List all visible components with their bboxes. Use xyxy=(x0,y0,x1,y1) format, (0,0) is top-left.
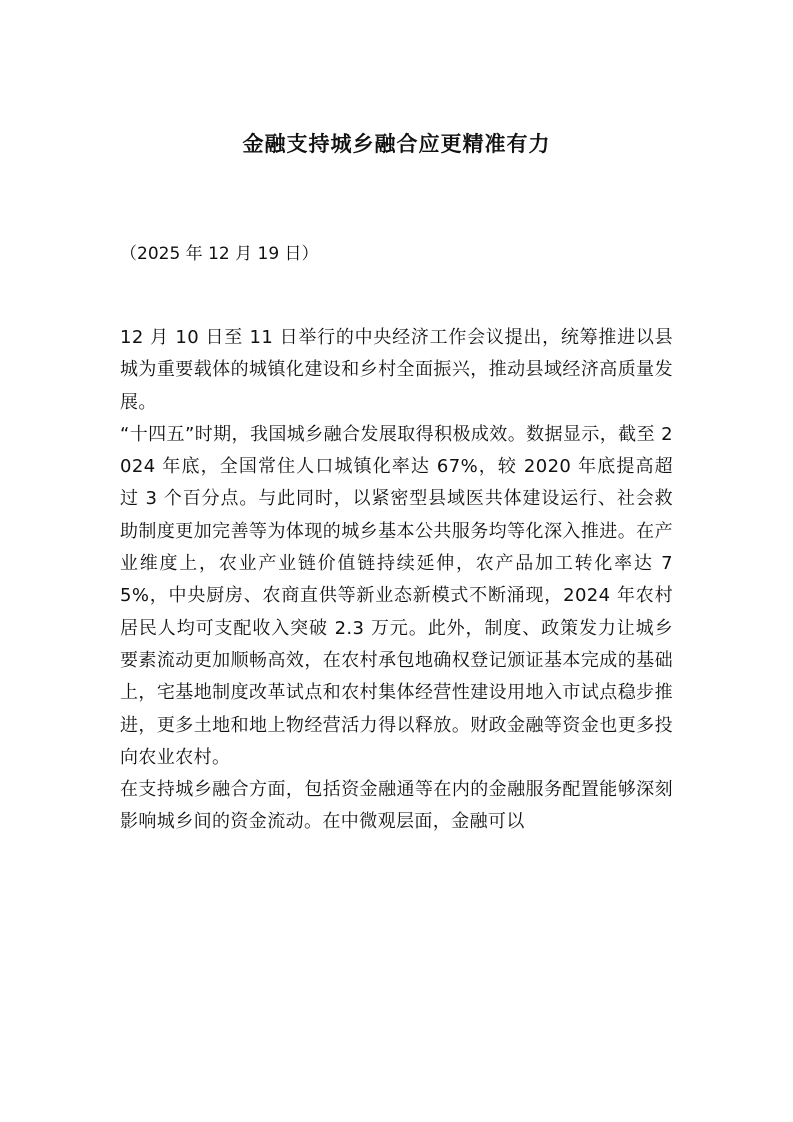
paragraph: 12 月 10 日至 11 日举行的中央经济工作会议提出，统筹推进以县城为重要载体的城镇化建设和乡村全面振兴，推动县域经济高质量发展。 xyxy=(120,327,673,413)
paragraph: “十四五”时期，我国城乡融合发展取得积极成效。数据显示，截至 2024 年底，全国常住人口城镇化率达 67%，较 2020 年底提高超过 3 个百分点。与此同时，以紧密型县域医共体建设运行、社会救助制度更加完善等为体现的城乡基本公共服务均等化深入推进。在产业维度上，农业产业链价值链持续延伸，农产品加工转化率达 75%，中央厨房、农商直供等新业态新模式不断涌现，2024 年农村居民人均可支配收入突破 2.3 万元。此外，制度、政策发力让城乡要素流动更加顺畅高效，在农村承包地确权登记颁证基本完成的基础上，宅基地制度改革试点和农村集体经营性建设用地入市试点稳步推进，更多土地和地上物经营活力得以释放。财政金融等资金也更多投向农业农村。 xyxy=(120,423,673,768)
article-body xyxy=(120,322,673,839)
document-title: 金融支持城乡融合应更精准有力 xyxy=(242,132,551,156)
paragraph: 在支持城乡融合方面，包括资金融通等在内的金融服务配置能够深刻影响城乡间的资金流动。在中微观层面，金融可以 xyxy=(120,779,673,833)
publish-date: （2025 年 12 月 19 日） xyxy=(120,244,319,264)
